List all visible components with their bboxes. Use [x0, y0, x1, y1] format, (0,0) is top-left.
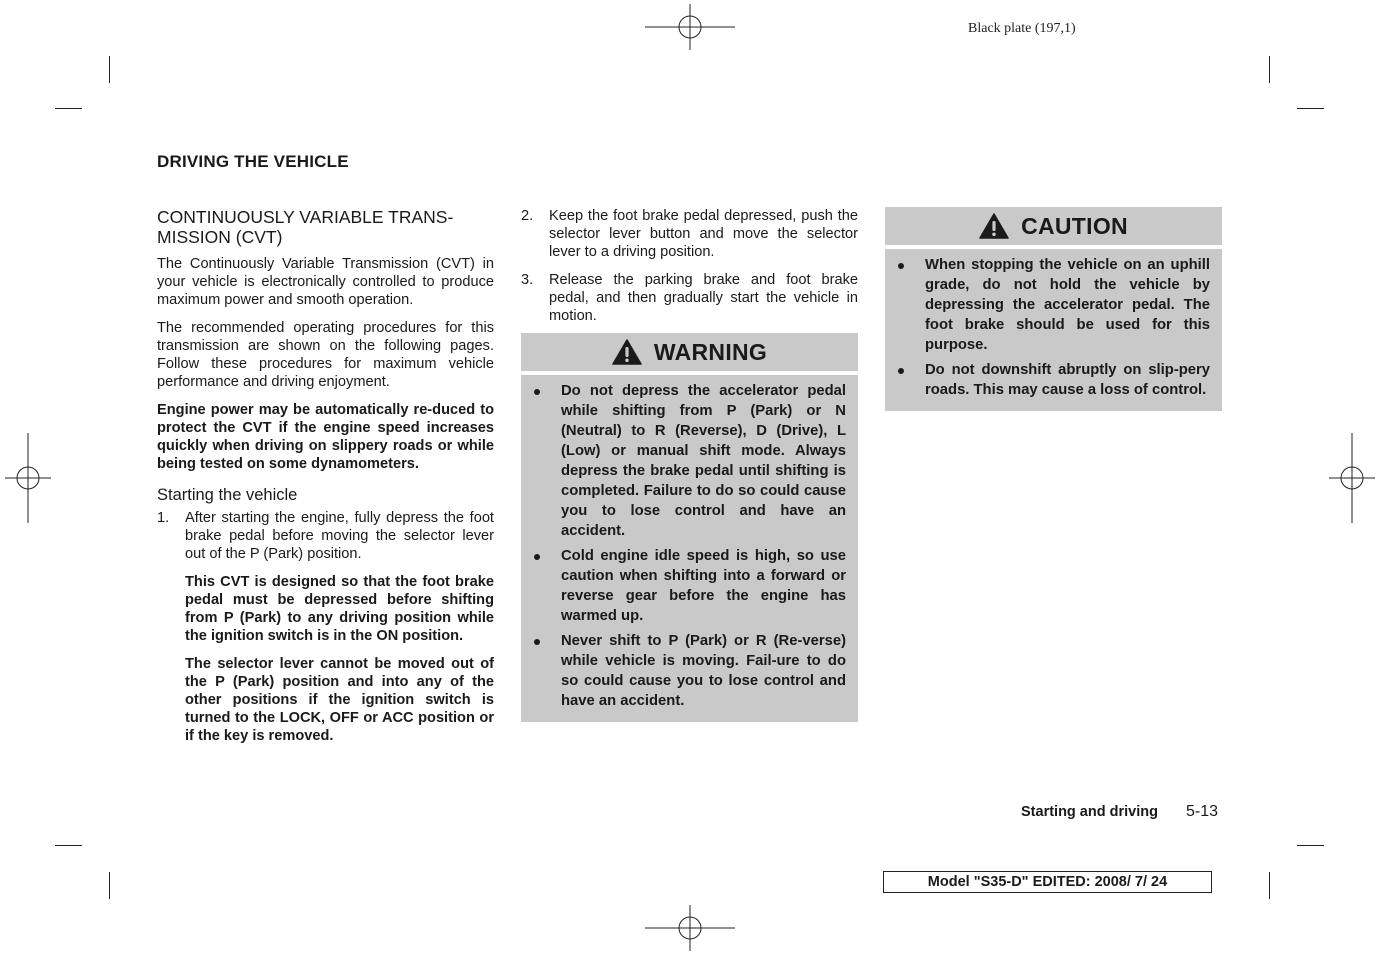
step-item	[521, 271, 858, 325]
section-title: DRIVING THE VEHICLE	[157, 152, 349, 171]
step-text: Keep the foot brake pedal depressed, push the selector lever button and move the selector lever to a driving position.	[549, 208, 858, 260]
warning-body	[521, 375, 858, 722]
warning-header	[521, 333, 858, 371]
column-1	[157, 207, 494, 755]
warning-item: Do not depress the accelerator pedal while shifting from P (Park) or N (Neutral) to R (Reverse), D (Drive), L (Low) or manual shift mode. Always depress the brake pedal until shifting is completed. Failure to do so could cause you to lose control and have an accident.	[533, 381, 846, 541]
registration-top-crosshair-icon	[645, 4, 735, 50]
step-text: Release the parking brake and foot brake pedal, and then gradually start the vehicle in motion.	[549, 272, 858, 324]
crop-mark	[55, 108, 82, 109]
step-bold-note: This CVT is designed so that the foot brake pedal must be depressed before shifting from P (Park) to any driving position while the ignition switch is in the ON position.	[185, 574, 494, 644]
crop-mark	[1297, 845, 1324, 846]
step-bold-note: The selector lever cannot be moved out of the P (Park) position and into any of the other positions if the ignition switch is turned to the LOCK, OFF or ACC position or if the key is removed.	[185, 656, 494, 744]
registration-left-crosshair-icon	[5, 433, 51, 523]
step-number: 3.	[521, 272, 534, 288]
warning-box	[521, 333, 858, 722]
column-2	[521, 207, 858, 722]
steps-list-1	[157, 509, 494, 745]
caution-triangle-icon	[979, 213, 1009, 239]
steps-list-2	[521, 207, 858, 325]
crop-mark	[1269, 56, 1270, 83]
step-item	[521, 207, 858, 261]
caution-item: When stopping the vehicle on an uphill grade, do not hold the vehicle by depressing the accelerator pedal. The foot brake should be used for this purpose.	[897, 255, 1210, 355]
cvt-intro-paragraph: The Continuously Variable Transmission (CVT) in your vehicle is electronically controlled to produce maximum power and smooth operation.	[157, 256, 494, 308]
step-number: 1.	[157, 510, 170, 526]
crop-mark	[109, 56, 110, 83]
warning-item: Cold engine idle speed is high, so use caution when shifting into a forward or reverse gear before the engine has warmed up.	[533, 546, 846, 626]
page-number: 5-13	[1186, 803, 1219, 820]
starting-vehicle-heading: Starting the vehicle	[157, 486, 298, 504]
registration-bottom-crosshair-icon	[645, 905, 735, 951]
footer-section-name: Starting and driving	[1021, 804, 1158, 820]
caution-body	[885, 249, 1222, 411]
crop-mark	[55, 845, 82, 846]
column-3	[885, 207, 1222, 411]
model-edited-box: Model "S35-D" EDITED: 2008/ 7/ 24	[883, 871, 1212, 893]
step-number: 2.	[521, 208, 534, 224]
registration-right-crosshair-icon	[1329, 433, 1375, 523]
warning-title: WARNING	[653, 339, 768, 365]
plate-label: Black plate (197,1)	[968, 21, 1076, 36]
engine-power-note: Engine power may be automatically re-duced to protect the CVT if the engine speed increases quickly when driving on slippery roads or while being tested on some dynamometers.	[157, 402, 494, 472]
caution-box	[885, 207, 1222, 411]
caution-title: CAUTION	[1021, 213, 1128, 239]
crop-mark	[1269, 872, 1270, 899]
cvt-procedures-paragraph: The recommended operating procedures for this transmission are shown on the following pages. Follow these procedures for maximum vehicle performance and driving enjoyment.	[157, 320, 494, 390]
caution-header	[885, 207, 1222, 245]
warning-item: Never shift to P (Park) or R (Re-verse) while vehicle is moving. Fail-ure to do so could cause you to lose control and have an accident.	[533, 631, 846, 711]
warning-triangle-icon	[612, 339, 642, 365]
step-text: After starting the engine, fully depress the foot brake pedal before moving the selector lever out of the P (Park) position.	[185, 510, 494, 562]
crop-mark	[109, 872, 110, 899]
crop-mark	[1297, 108, 1324, 109]
step-item	[157, 509, 494, 745]
cvt-heading: CONTINUOUSLY VARIABLE TRANS-MISSION (CVT)	[157, 207, 454, 247]
caution-item: Do not downshift abruptly on slip-pery roads. This may cause a loss of control.	[897, 360, 1210, 400]
